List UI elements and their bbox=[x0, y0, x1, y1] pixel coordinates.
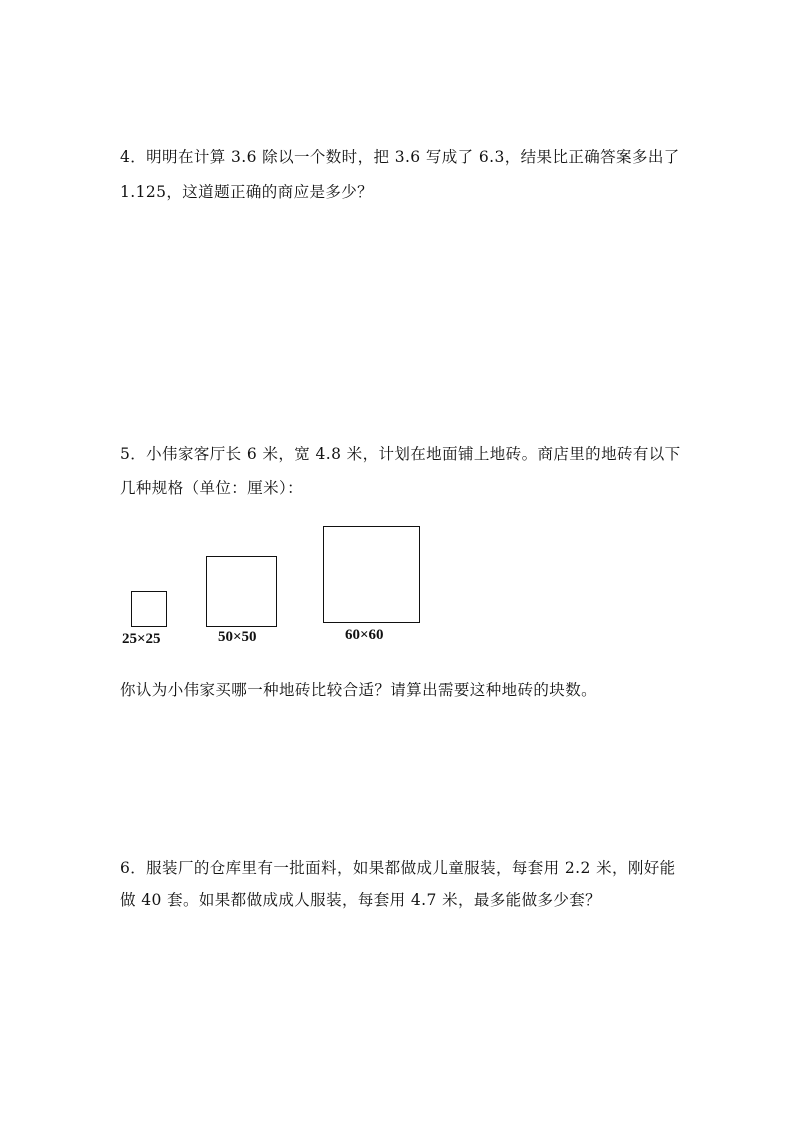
question-4-line-1: 4．明明在计算 3.6 除以一个数时，把 3.6 写成了 6.3，结果比正确答案多出了 bbox=[120, 148, 680, 166]
question-5-followup: 你认为小伟家买哪一种地砖比较合适？请算出需要这种地砖的块数。 bbox=[120, 681, 598, 699]
tile-large-square bbox=[323, 526, 420, 623]
question-5-line-2: 几种规格（单位：厘米）： bbox=[120, 479, 304, 497]
tile-large-label: 60×60 bbox=[345, 627, 384, 643]
question-5-line-1: 5．小伟家客厅长 6 米，宽 4.8 米，计划在地面铺上地砖。商店里的地砖有以下 bbox=[120, 445, 681, 463]
question-6-line-1: 6．服装厂的仓库里有一批面料，如果都做成儿童服装，每套用 2.2 米，刚好能 bbox=[120, 859, 676, 877]
tile-small-square bbox=[131, 591, 167, 627]
question-6-line-2: 做 40 套。如果都做成成人服装，每套用 4.7 米，最多能做多少套？ bbox=[120, 891, 602, 909]
tile-small-label: 25×25 bbox=[122, 631, 161, 647]
tile-medium-square bbox=[206, 556, 277, 627]
question-4-line-2: 1.125，这道题正确的商应是多少？ bbox=[120, 183, 374, 201]
tile-medium-label: 50×50 bbox=[218, 629, 257, 645]
